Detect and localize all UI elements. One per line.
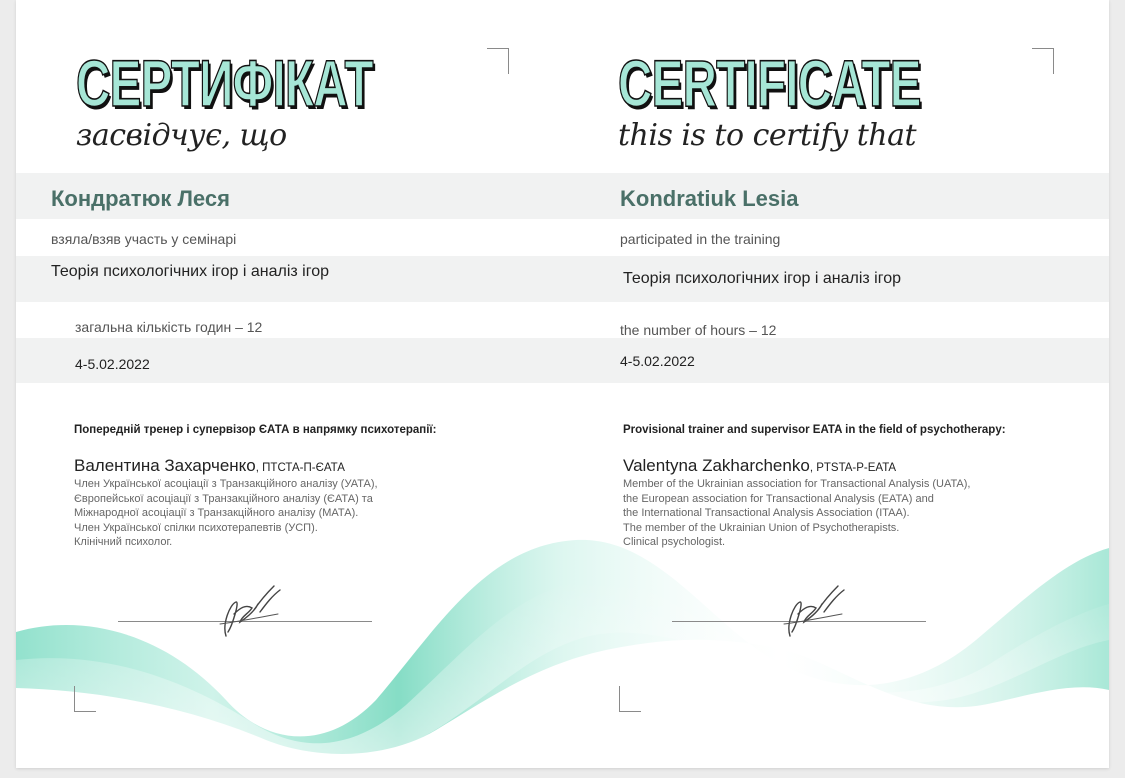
trainer-desc-line: The member of the Ukrainian Union of Psychotherapists. bbox=[623, 521, 900, 534]
corner-mark-bottom-left-left bbox=[74, 686, 96, 712]
date-en: 4-5.02.2022 bbox=[620, 353, 695, 369]
participated-label-uk: взяла/взяв участь у семінарі bbox=[51, 231, 237, 247]
trainer-desc-line: the European association for Transactional Analysis (EATA) and bbox=[623, 492, 934, 505]
trainer-credentials: , PTSTA-P-EATA bbox=[809, 462, 897, 474]
trainer-name-text: Valentyna Zakharchenko bbox=[623, 456, 810, 475]
trainer-desc-line: Clinical psychologist. bbox=[623, 536, 726, 549]
corner-mark-top-right-right bbox=[1032, 48, 1054, 74]
certificate-title-en: CERTIFICATE bbox=[618, 46, 921, 120]
trainer-desc-line: Клінічний психолог. bbox=[74, 536, 173, 549]
course-title-uk: Теорія психологічних ігор і аналіз ігор bbox=[51, 263, 329, 280]
trainer-description-uk bbox=[74, 477, 378, 550]
course-title-en: Теорія психологічних ігор і аналіз ігор bbox=[623, 270, 901, 287]
hours-label-en: the number of hours – 12 bbox=[620, 322, 777, 338]
certificate-title-uk: СЕРТИФІКАТ bbox=[76, 46, 373, 120]
hours-label-uk: загальна кількість годин – 12 bbox=[75, 319, 263, 335]
trainer-heading-uk: Попередній тренер і супервізор ЄАТА в напрямку психотерапії: bbox=[74, 424, 437, 436]
signature-uk bbox=[196, 574, 286, 644]
certificate-page bbox=[16, 0, 1109, 768]
trainer-desc-line: Member of the Ukrainian association for Transactional Analysis (UATA), bbox=[623, 478, 971, 490]
trainer-desc-line: Європейської асоціації з Транзакційного аналізу (ЄАТА) та bbox=[74, 492, 373, 505]
recipient-name-uk: Кондратюк Леся bbox=[51, 186, 230, 211]
corner-mark-bottom-left-right bbox=[619, 686, 641, 712]
recipient-name-en: Kondratiuk Lesia bbox=[620, 186, 799, 211]
corner-mark-top-right-left bbox=[487, 48, 509, 74]
signature-en bbox=[760, 574, 850, 644]
certify-subtitle-uk: засвідчує, що bbox=[76, 118, 287, 153]
trainer-desc-line: Член Української спілки психотерапевтів (УСП). bbox=[74, 521, 318, 534]
certify-subtitle-en: this is to certify that bbox=[618, 118, 917, 153]
participated-label-en: participated in the training bbox=[620, 231, 781, 247]
trainer-name-en bbox=[623, 456, 896, 476]
trainer-credentials: , ПТСТА-П-ЄАТА bbox=[255, 462, 345, 474]
date-uk: 4-5.02.2022 bbox=[75, 356, 150, 372]
trainer-description-en bbox=[623, 477, 970, 550]
trainer-heading-en: Provisional trainer and supervisor EATA in the field of psychotherapy: bbox=[623, 424, 1006, 436]
trainer-desc-line: the International Transactional Analysis Association (ITAA). bbox=[623, 507, 910, 520]
trainer-desc-line: Міжнародної асоціації з Транзакційного аналізу (МАТА). bbox=[74, 507, 359, 520]
trainer-name-uk bbox=[74, 456, 345, 476]
trainer-desc-line: Член Української асоціації з Транзакційного аналізу (УАТА), bbox=[74, 478, 378, 490]
trainer-name-text: Валентина Захарченко bbox=[74, 456, 256, 475]
